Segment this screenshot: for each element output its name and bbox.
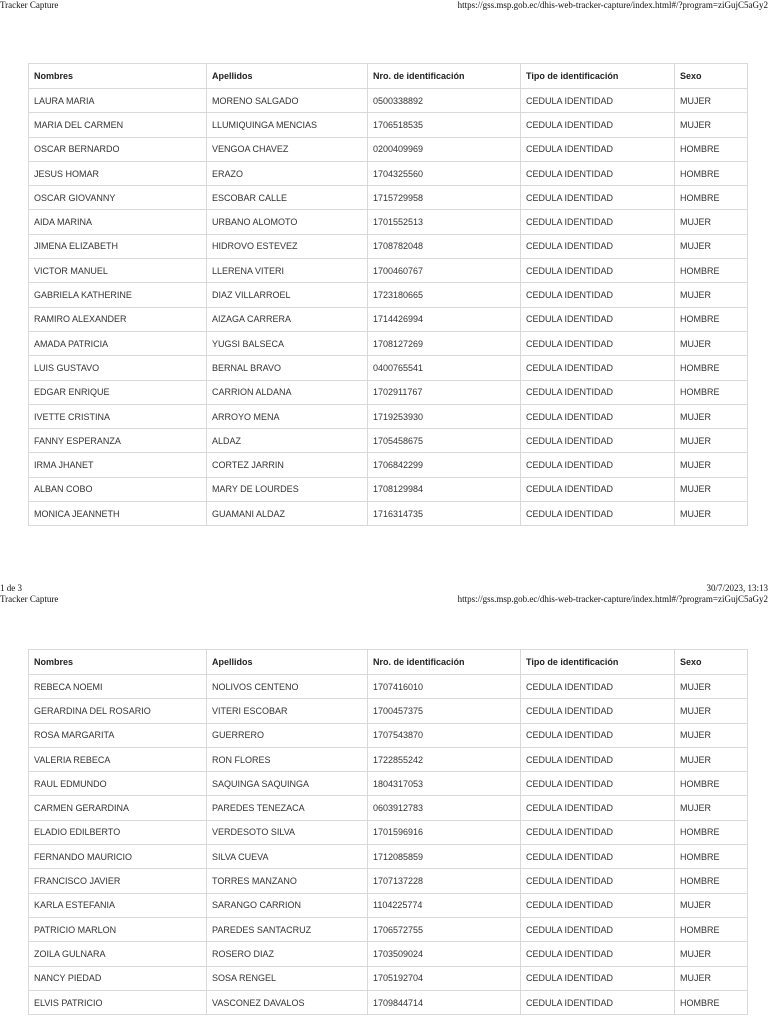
cell-nro-identificacion: 1706518535 xyxy=(368,113,521,137)
cell-tipo-identificacion: CEDULA IDENTIDAD xyxy=(521,942,675,966)
table-row xyxy=(29,186,748,210)
cell-tipo-identificacion: CEDULA IDENTIDAD xyxy=(521,89,675,113)
table-row xyxy=(29,820,748,844)
cell-nro-identificacion: 1706572755 xyxy=(368,917,521,941)
cell-nombres: GABRIELA KATHERINE xyxy=(29,283,207,307)
cell-tipo-identificacion: CEDULA IDENTIDAD xyxy=(521,453,675,477)
cell-sexo: HOMBRE xyxy=(675,137,748,161)
cell-apellidos: SOSA RENGEL xyxy=(207,966,368,990)
cell-nro-identificacion: 1714426994 xyxy=(368,307,521,331)
cell-tipo-identificacion: CEDULA IDENTIDAD xyxy=(521,380,675,404)
cell-apellidos: PAREDES TENEZACA xyxy=(207,796,368,820)
cell-nro-identificacion: 1708129984 xyxy=(368,477,521,501)
cell-apellidos: BERNAL BRAVO xyxy=(207,356,368,380)
cell-sexo: MUJER xyxy=(675,723,748,747)
cell-sexo: HOMBRE xyxy=(675,772,748,796)
page1-header xyxy=(0,0,768,12)
cell-tipo-identificacion: CEDULA IDENTIDAD xyxy=(521,307,675,331)
cell-apellidos: ERAZO xyxy=(207,161,368,185)
cell-sexo: HOMBRE xyxy=(675,186,748,210)
cell-nombres: RAMIRO ALEXANDER xyxy=(29,307,207,331)
page1-title: Tracker Capture xyxy=(0,0,59,10)
cell-nombres: GERARDINA DEL ROSARIO xyxy=(29,699,207,723)
page-number: 1 de 3 xyxy=(0,583,22,593)
table-row xyxy=(29,137,748,161)
cell-sexo: MUJER xyxy=(675,89,748,113)
cell-sexo: MUJER xyxy=(675,113,748,137)
col-apellidos: Apellidos xyxy=(207,64,368,89)
cell-nro-identificacion: 1709844714 xyxy=(368,990,521,1014)
table-row xyxy=(29,723,748,747)
cell-nombres: AMADA PATRICIA xyxy=(29,331,207,355)
cell-sexo: MUJER xyxy=(675,502,748,526)
cell-tipo-identificacion: CEDULA IDENTIDAD xyxy=(521,966,675,990)
patients-table-page1 xyxy=(28,63,748,526)
table-row xyxy=(29,210,748,234)
cell-sexo: MUJER xyxy=(675,942,748,966)
cell-nombres: VICTOR MANUEL xyxy=(29,259,207,283)
cell-sexo: HOMBRE xyxy=(675,869,748,893)
cell-nro-identificacion: 1700460767 xyxy=(368,259,521,283)
cell-nro-identificacion: 1701596916 xyxy=(368,820,521,844)
cell-sexo: MUJER xyxy=(675,699,748,723)
cell-nro-identificacion: 1707137228 xyxy=(368,869,521,893)
cell-tipo-identificacion: CEDULA IDENTIDAD xyxy=(521,893,675,917)
cell-apellidos: SARANGO CARRION xyxy=(207,893,368,917)
table-row xyxy=(29,259,748,283)
cell-nombres: JIMENA ELIZABETH xyxy=(29,234,207,258)
cell-sexo: MUJER xyxy=(675,234,748,258)
cell-nro-identificacion: 1707543870 xyxy=(368,723,521,747)
table-row xyxy=(29,845,748,869)
cell-nro-identificacion: 1708782048 xyxy=(368,234,521,258)
cell-nombres: IRMA JHANET xyxy=(29,453,207,477)
cell-nombres: LUIS GUSTAVO xyxy=(29,356,207,380)
cell-apellidos: LLUMIQUINGA MENCIAS xyxy=(207,113,368,137)
cell-nombres: ROSA MARGARITA xyxy=(29,723,207,747)
cell-nombres: ELADIO EDILBERTO xyxy=(29,820,207,844)
cell-nombres: ALBAN COBO xyxy=(29,477,207,501)
cell-nro-identificacion: 1700457375 xyxy=(368,699,521,723)
cell-apellidos: MORENO SALGADO xyxy=(207,89,368,113)
cell-nro-identificacion: 1723180665 xyxy=(368,283,521,307)
col-tipo-identificacion: Tipo de identificación xyxy=(521,64,675,89)
cell-nombres: MONICA JEANNETH xyxy=(29,502,207,526)
cell-apellidos: YUGSI BALSECA xyxy=(207,331,368,355)
cell-nro-identificacion: 1704325560 xyxy=(368,161,521,185)
table-row xyxy=(29,942,748,966)
cell-apellidos: MARY DE LOURDES xyxy=(207,477,368,501)
col-nombres: Nombres xyxy=(29,64,207,89)
cell-tipo-identificacion: CEDULA IDENTIDAD xyxy=(521,283,675,307)
cell-sexo: HOMBRE xyxy=(675,307,748,331)
table-row xyxy=(29,307,748,331)
cell-apellidos: TORRES MANZANO xyxy=(207,869,368,893)
cell-nombres: NANCY PIEDAD xyxy=(29,966,207,990)
cell-sexo: HOMBRE xyxy=(675,259,748,283)
cell-nombres: AIDA MARINA xyxy=(29,210,207,234)
cell-tipo-identificacion: CEDULA IDENTIDAD xyxy=(521,747,675,771)
cell-sexo: MUJER xyxy=(675,747,748,771)
cell-sexo: HOMBRE xyxy=(675,380,748,404)
table-row xyxy=(29,502,748,526)
cell-tipo-identificacion: CEDULA IDENTIDAD xyxy=(521,331,675,355)
cell-sexo: MUJER xyxy=(675,477,748,501)
cell-nro-identificacion: 1716314735 xyxy=(368,502,521,526)
cell-nombres: RAUL EDMUNDO xyxy=(29,772,207,796)
cell-sexo: MUJER xyxy=(675,966,748,990)
cell-apellidos: SILVA CUEVA xyxy=(207,845,368,869)
table-row xyxy=(29,772,748,796)
cell-tipo-identificacion: CEDULA IDENTIDAD xyxy=(521,137,675,161)
table-row xyxy=(29,990,748,1014)
cell-nro-identificacion: 1705458675 xyxy=(368,429,521,453)
cell-tipo-identificacion: CEDULA IDENTIDAD xyxy=(521,161,675,185)
cell-sexo: MUJER xyxy=(675,796,748,820)
cell-sexo: HOMBRE xyxy=(675,845,748,869)
cell-nro-identificacion: 1708127269 xyxy=(368,331,521,355)
table-row xyxy=(29,161,748,185)
cell-nombres: KARLA ESTEFANIA xyxy=(29,893,207,917)
cell-tipo-identificacion: CEDULA IDENTIDAD xyxy=(521,234,675,258)
cell-tipo-identificacion: CEDULA IDENTIDAD xyxy=(521,210,675,234)
table-row xyxy=(29,796,748,820)
cell-apellidos: RON FLORES xyxy=(207,747,368,771)
table-row xyxy=(29,747,748,771)
cell-sexo: MUJER xyxy=(675,210,748,234)
table-row xyxy=(29,477,748,501)
col-apellidos: Apellidos xyxy=(207,650,368,675)
cell-apellidos: ALDAZ xyxy=(207,429,368,453)
cell-apellidos: VITERI ESCOBAR xyxy=(207,699,368,723)
table-row xyxy=(29,283,748,307)
col-sexo: Sexo xyxy=(675,64,748,89)
col-nombres: Nombres xyxy=(29,650,207,675)
cell-nro-identificacion: 1706842299 xyxy=(368,453,521,477)
cell-apellidos: SAQUINGA SAQUINGA xyxy=(207,772,368,796)
cell-tipo-identificacion: CEDULA IDENTIDAD xyxy=(521,404,675,428)
cell-tipo-identificacion: CEDULA IDENTIDAD xyxy=(521,186,675,210)
table-row xyxy=(29,234,748,258)
col-nro-identificacion: Nro. de identificación xyxy=(368,650,521,675)
page2-header xyxy=(0,594,768,606)
col-nro-identificacion: Nro. de identificación xyxy=(368,64,521,89)
cell-tipo-identificacion: CEDULA IDENTIDAD xyxy=(521,772,675,796)
cell-nro-identificacion: 1705192704 xyxy=(368,966,521,990)
cell-tipo-identificacion: CEDULA IDENTIDAD xyxy=(521,723,675,747)
table-row xyxy=(29,356,748,380)
cell-apellidos: CORTEZ JARRIN xyxy=(207,453,368,477)
cell-apellidos: VENGOA CHAVEZ xyxy=(207,137,368,161)
cell-sexo: HOMBRE xyxy=(675,356,748,380)
cell-nro-identificacion: 1701552513 xyxy=(368,210,521,234)
print-datetime: 30/7/2023, 13:13 xyxy=(706,583,768,593)
table-row xyxy=(29,453,748,477)
cell-apellidos: ESCOBAR CALLE xyxy=(207,186,368,210)
cell-apellidos: URBANO ALOMOTO xyxy=(207,210,368,234)
cell-nro-identificacion: 1715729958 xyxy=(368,186,521,210)
cell-nro-identificacion: 0200409969 xyxy=(368,137,521,161)
table-row xyxy=(29,966,748,990)
cell-tipo-identificacion: CEDULA IDENTIDAD xyxy=(521,796,675,820)
cell-sexo: MUJER xyxy=(675,675,748,699)
cell-tipo-identificacion: CEDULA IDENTIDAD xyxy=(521,429,675,453)
cell-apellidos: DIAZ VILLARROEL xyxy=(207,283,368,307)
patients-table-page2 xyxy=(28,649,748,1015)
cell-nro-identificacion: 1719253930 xyxy=(368,404,521,428)
cell-nombres: EDGAR ENRIQUE xyxy=(29,380,207,404)
cell-nombres: VALERIA REBECA xyxy=(29,747,207,771)
cell-sexo: HOMBRE xyxy=(675,917,748,941)
cell-apellidos: VERDESOTO SILVA xyxy=(207,820,368,844)
cell-nombres: JESUS HOMAR xyxy=(29,161,207,185)
cell-nombres: IVETTE CRISTINA xyxy=(29,404,207,428)
table-header-row xyxy=(29,64,748,89)
table-row xyxy=(29,869,748,893)
cell-nro-identificacion: 1707416010 xyxy=(368,675,521,699)
cell-nro-identificacion: 0400765541 xyxy=(368,356,521,380)
table-row xyxy=(29,89,748,113)
cell-apellidos: LLERENA VITERI xyxy=(207,259,368,283)
cell-nombres: ZOILA GULNARA xyxy=(29,942,207,966)
cell-nro-identificacion: 0500338892 xyxy=(368,89,521,113)
table-row xyxy=(29,917,748,941)
cell-sexo: MUJER xyxy=(675,283,748,307)
cell-tipo-identificacion: CEDULA IDENTIDAD xyxy=(521,259,675,283)
cell-nombres: LAURA MARIA xyxy=(29,89,207,113)
cell-tipo-identificacion: CEDULA IDENTIDAD xyxy=(521,675,675,699)
table-row xyxy=(29,113,748,137)
cell-apellidos: NOLIVOS CENTENO xyxy=(207,675,368,699)
cell-nro-identificacion: 1104225774 xyxy=(368,893,521,917)
cell-sexo: HOMBRE xyxy=(675,161,748,185)
cell-nombres: CARMEN GERARDINA xyxy=(29,796,207,820)
table-row xyxy=(29,429,748,453)
cell-nombres: OSCAR BERNARDO xyxy=(29,137,207,161)
table-row xyxy=(29,893,748,917)
table-row xyxy=(29,699,748,723)
cell-apellidos: AIZAGA CARRERA xyxy=(207,307,368,331)
cell-tipo-identificacion: CEDULA IDENTIDAD xyxy=(521,502,675,526)
cell-apellidos: VASCONEZ DAVALOS xyxy=(207,990,368,1014)
cell-sexo: MUJER xyxy=(675,404,748,428)
cell-nro-identificacion: 1702911767 xyxy=(368,380,521,404)
cell-nombres: REBECA NOEMI xyxy=(29,675,207,699)
cell-nombres: OSCAR GIOVANNY xyxy=(29,186,207,210)
cell-apellidos: PAREDES SANTACRUZ xyxy=(207,917,368,941)
cell-sexo: MUJER xyxy=(675,429,748,453)
cell-apellidos: ARROYO MENA xyxy=(207,404,368,428)
cell-nombres: MARIA DEL CARMEN xyxy=(29,113,207,137)
cell-tipo-identificacion: CEDULA IDENTIDAD xyxy=(521,699,675,723)
cell-apellidos: CARRION ALDANA xyxy=(207,380,368,404)
cell-tipo-identificacion: CEDULA IDENTIDAD xyxy=(521,990,675,1014)
table-row xyxy=(29,404,748,428)
page2-title: Tracker Capture xyxy=(0,594,59,604)
cell-tipo-identificacion: CEDULA IDENTIDAD xyxy=(521,869,675,893)
cell-nro-identificacion: 1722855242 xyxy=(368,747,521,771)
table-row xyxy=(29,331,748,355)
cell-nro-identificacion: 1804317053 xyxy=(368,772,521,796)
page2-url: https://gss.msp.gob.ec/dhis-web-tracker-capture/index.html#/?program=ziGujC5aGy2 xyxy=(457,594,768,604)
table-row xyxy=(29,380,748,404)
cell-tipo-identificacion: CEDULA IDENTIDAD xyxy=(521,917,675,941)
cell-nombres: ELVIS PATRICIO xyxy=(29,990,207,1014)
cell-apellidos: GUAMANI ALDAZ xyxy=(207,502,368,526)
cell-sexo: HOMBRE xyxy=(675,820,748,844)
cell-apellidos: GUERRERO xyxy=(207,723,368,747)
cell-nro-identificacion: 1712085859 xyxy=(368,845,521,869)
cell-nro-identificacion: 0603912783 xyxy=(368,796,521,820)
cell-nombres: FRANCISCO JAVIER xyxy=(29,869,207,893)
page1-url: https://gss.msp.gob.ec/dhis-web-tracker-capture/index.html#/?program=ziGujC5aGy2 xyxy=(457,0,768,10)
cell-sexo: MUJER xyxy=(675,331,748,355)
col-sexo: Sexo xyxy=(675,650,748,675)
col-tipo-identificacion: Tipo de identificación xyxy=(521,650,675,675)
cell-tipo-identificacion: CEDULA IDENTIDAD xyxy=(521,820,675,844)
cell-nro-identificacion: 1703509024 xyxy=(368,942,521,966)
table-row xyxy=(29,675,748,699)
cell-apellidos: ROSERO DIAZ xyxy=(207,942,368,966)
cell-tipo-identificacion: CEDULA IDENTIDAD xyxy=(521,356,675,380)
cell-tipo-identificacion: CEDULA IDENTIDAD xyxy=(521,477,675,501)
cell-sexo: MUJER xyxy=(675,893,748,917)
cell-tipo-identificacion: CEDULA IDENTIDAD xyxy=(521,845,675,869)
cell-tipo-identificacion: CEDULA IDENTIDAD xyxy=(521,113,675,137)
cell-sexo: MUJER xyxy=(675,453,748,477)
cell-sexo: HOMBRE xyxy=(675,990,748,1014)
cell-apellidos: HIDROVO ESTEVEZ xyxy=(207,234,368,258)
cell-nombres: FANNY ESPERANZA xyxy=(29,429,207,453)
cell-nombres: PATRICIO MARLON xyxy=(29,917,207,941)
table-header-row xyxy=(29,650,748,675)
cell-nombres: FERNANDO MAURICIO xyxy=(29,845,207,869)
